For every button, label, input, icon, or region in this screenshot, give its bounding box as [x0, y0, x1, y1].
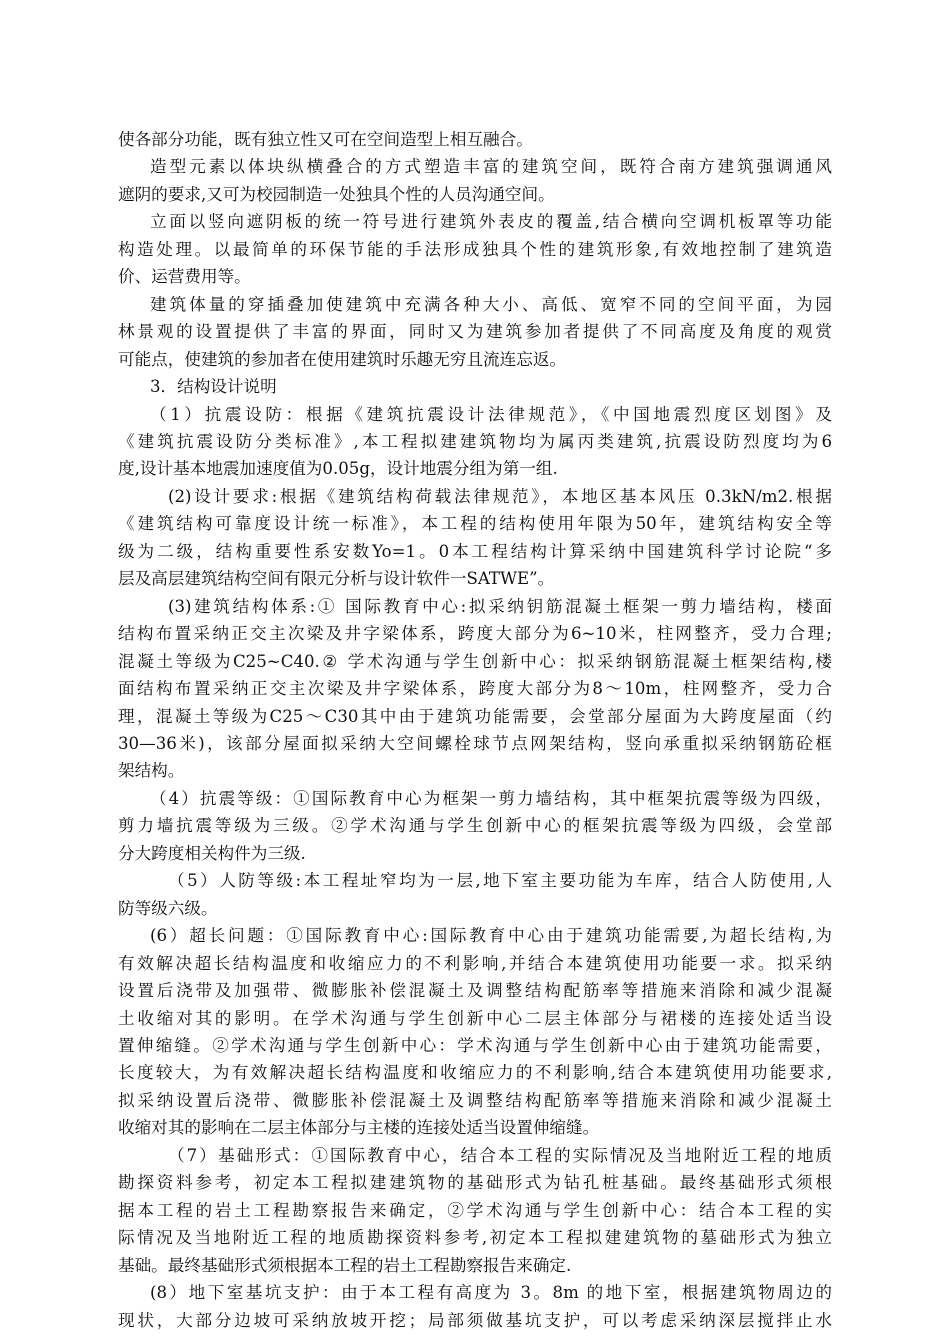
text-line: 长度较大，为有效解决超长结构温度和收缩应力的不利影响,结合本建筑使用功能要求, [118, 1063, 832, 1083]
text-line: 混凝土等级为C25~C40.② 学术沟通与学生创新中心：拟采纳钢筋混凝土框架结构,楼 [118, 651, 832, 671]
text-line: (8）地下室基坑支护：由于本工程有高度为 3。8m 的地下室，根据建筑物周边的 [150, 1283, 832, 1303]
text-line: 分大跨度相关构件为三级. [118, 843, 306, 863]
text-line: （5）人防等级:本工程址窄均为一层,地下室主要功能为车库，结合人防使用,人 [168, 871, 832, 891]
text-line: 3．结构设计说明 [150, 377, 277, 397]
text-line: 设置后浇带及加强带、微膨胀补偿混凝土及调整结构配筋率等措施来消除和减少混凝 [118, 981, 832, 1001]
text-line: 剪力墙抗震等级为三级。②学术沟通与学生创新中心的框架抗震等级为四级，会堂部 [118, 816, 832, 836]
text-line: 架结构。 [118, 761, 185, 781]
text-line: 基础。最终基础形式须根据本工程的岩土工程勘察报告来确定. [118, 1255, 572, 1275]
text-line: 造型元素以体块纵横叠合的方式塑造丰富的建筑空间，既符合南方建筑强调通风 [150, 157, 832, 177]
text-line: 勘探资料参考，初定本工程拟建建筑物的基础形式为钻孔桩基础。最终基础形式须根 [118, 1173, 832, 1193]
text-line: 建筑体量的穿插叠加使建筑中充满各种大小、高低、宽窄不同的空间平面，为园 [150, 294, 832, 314]
text-line: （7）基础形式：①国际教育中心，结合本工程的实际情况及当地附近工程的地质 [168, 1145, 832, 1165]
text-line: （1）抗震设防：根据《建筑抗震设计法律规范》，《中国地震烈度区划图》及 [150, 404, 832, 424]
text-line: 级为二级，结构重要性系安数Yo=1。0本工程结构计算采纳中国建筑科学讨论院“多 [118, 541, 832, 561]
text-line: 构造处理。以最简单的环保节能的手法形成独具个性的建筑形象,有效地控制了建筑造 [118, 239, 832, 259]
text-line: 林景观的设置提供了丰富的界面，同时又为建筑参加者提供了不同高度及角度的观赏 [118, 322, 832, 342]
text-line: 层及高层建筑结构空间有限元分析与设计软件一SATWE”。 [118, 569, 555, 589]
text-line: 面结构布置采纳正交主次梁及井字梁体系，跨度大部分为8～10m，柱网整齐，受力合 [118, 679, 832, 699]
text-line: 价、运营费用等。 [118, 267, 251, 287]
text-line: 置伸缩缝。②学术沟通与学生创新中心：学术沟通与学生创新中心由于建筑功能需要， [118, 1036, 832, 1055]
text-line: (6）超长问题：①国际教育中心:国际教育中心由于建筑功能需要,为超长结构,为 [150, 926, 832, 946]
text-line: 土收缩对其的影明。在学术沟通与学生创新中心二层主体部分与裙楼的连接处适当设 [118, 1008, 832, 1028]
text-line: 拟采纳设置后浇带、微膨胀补偿混凝土及调整结构配筋率等措施来消除和减少混凝土 [118, 1090, 832, 1110]
text-line: 现状，大部分边坡可采纳放坡开挖；局部须做基坑支护，可以考虑采纳深层搅拌止水 [118, 1310, 832, 1330]
text-line: （4）抗震等级：①国际教育中心为框架一剪力墙结构，其中框架抗震等级为四级， [150, 788, 832, 808]
text-line: 有效解决超长结构温度和收缩应力的不利影响,并结合本建筑使用功能要一求。拟采纳 [118, 953, 832, 973]
text-line: (2)设计要求:根据《建筑结构荷载法律规范》，本地区基本风压 0.3kN/m2.根据 [168, 486, 832, 506]
text-line: 《建筑抗震设防分类标准》,本工程拟建建筑物均为属丙类建筑,抗震设防烈度均为6 [118, 432, 832, 451]
text-line: 结构布置采纳正交主次梁及井字梁体系，跨度大部分为6~10米，柱网整齐，受力合理; [118, 624, 832, 644]
text-line: 理，混凝土等级为C25～C30其中由于建筑功能需要，会堂部分屋面为大跨度屋面（约 [118, 706, 832, 726]
text-line: 防等级六级。 [118, 898, 218, 918]
text-line: 遮阴的要求,又可为校园制造一处独具个性的人员沟通空间。 [118, 184, 555, 204]
text-line: 收缩对其的影响在二层主体部分与主楼的连接处适当设置伸缩缝。 [118, 1118, 600, 1138]
text-line: 度,设计基本地震加速度值为0.05g，设计地震分组为第一组. [118, 459, 558, 479]
text-line: 30—36米)，该部分屋面拟采纳大空间螺栓球节点网架结构，竖向承重拟采纳钢筋砼框 [118, 734, 832, 753]
text-line: 际情况及当地附近工程的地质勘探资料参考,初定本工程拟建建筑物的墓础形式为独立 [118, 1228, 832, 1248]
text-line: 立面以竖向遮阴板的统一符号进行建筑外表皮的覆盖,结合横向空调机板罩等功能 [150, 212, 832, 232]
text-line: 使各部分功能，既有独立性又可在空间造型上相互融合。 [118, 130, 533, 149]
text-line: 《建筑结构可靠度设计统一标准》，本工程的结构使用年限为50年，建筑结构安全等 [118, 514, 832, 534]
text-line: (3)建筑结构体系:① 国际教育中心:拟采纳钥筋混凝土框架一剪力墙结构，楼面 [168, 596, 832, 616]
text-line: 可能点，使建筑的参加者在使用建筑时乐趣无穷且流连忘返。 [118, 349, 567, 369]
text-line: 据本工程的岩土工程勘察报告来确定，②学术沟通与学生创新中心：结合本工程的实 [118, 1200, 832, 1220]
